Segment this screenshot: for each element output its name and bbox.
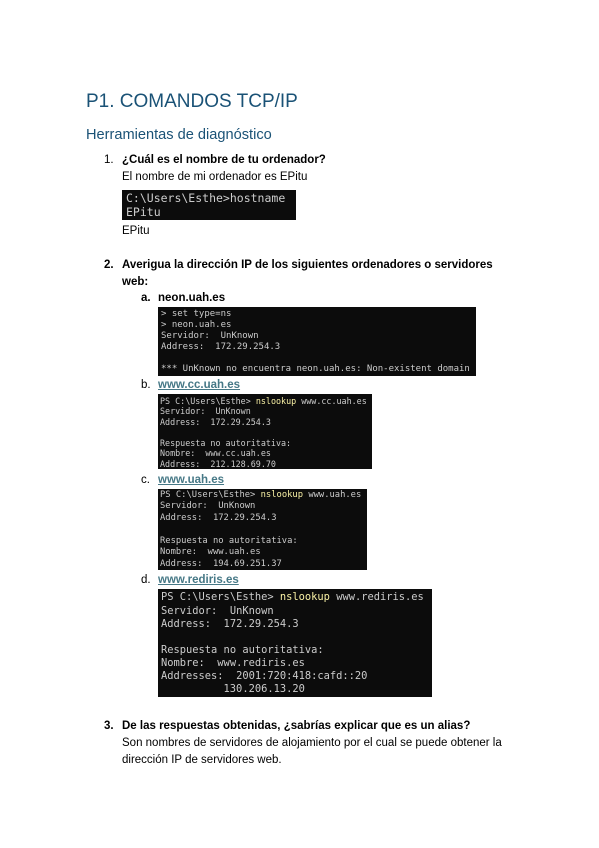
- terminal-screenshot-rediris: [158, 589, 432, 697]
- host-link[interactable]: www.cc.uah.es: [158, 379, 241, 391]
- terminal-screenshot-cc-uah: [158, 394, 372, 469]
- sublist-letter: b.: [141, 379, 151, 391]
- section-heading: Herramientas de diagnóstico: [86, 127, 272, 143]
- terminal-line: Address: 172.29.254.3: [161, 342, 281, 353]
- terminal-line: Address: 172.29.254.3: [161, 617, 299, 630]
- terminal-prompt: PS C:\Users\Esthe>: [160, 395, 251, 406]
- terminal-command: nslookup: [255, 395, 297, 406]
- terminal-error-line: *** UnKnown no encuentra neon.uah.es: Non-existent domain: [161, 364, 470, 375]
- terminal-line: C:\Users\Esthe>hostname: [126, 191, 286, 205]
- terminal-line: Respuesta no autoritativa:: [160, 535, 298, 546]
- terminal-line: Respuesta no autoritativa:: [160, 437, 292, 448]
- terminal-line: Servidor: UnKnown: [161, 604, 274, 617]
- answer-text: El nombre de mi ordenador es EPitu: [122, 171, 308, 183]
- terminal-line: > set type=ns: [161, 308, 232, 319]
- terminal-line: Nombre: www.cc.uah.es: [160, 448, 271, 459]
- terminal-line: Address: 172.29.254.3: [160, 512, 277, 523]
- list-number: 2.: [104, 259, 114, 271]
- terminal-line: > neon.uah.es: [161, 319, 232, 330]
- terminal-argument: www.rediris.es: [336, 591, 424, 604]
- terminal-blank-line: [160, 524, 365, 536]
- terminal-command: nslookup: [279, 591, 330, 604]
- question-text: De las respuestas obtenidas, ¿sabrías explicar que es un alias?: [122, 720, 471, 732]
- terminal-line: Address: 212.128.69.70: [160, 458, 276, 469]
- host-link[interactable]: www.rediris.es: [158, 574, 239, 586]
- terminal-line: Address: 194.69.251.37: [160, 558, 282, 569]
- sublist-letter: d.: [141, 574, 151, 586]
- terminal-line: Servidor: UnKnown: [160, 406, 251, 417]
- terminal-command-line: [161, 591, 429, 604]
- terminal-line: Nombre: www.uah.es: [160, 547, 261, 557]
- sublist-letter: c.: [141, 474, 150, 486]
- terminal-line: Nombre: www.rediris.es: [161, 657, 305, 670]
- terminal-argument: www.uah.es: [308, 489, 362, 500]
- terminal-argument: www.cc.uah.es: [301, 395, 367, 406]
- host-link[interactable]: www.uah.es: [158, 474, 225, 486]
- sublist-letter: a.: [141, 292, 151, 304]
- terminal-line: Servidor: UnKnown: [161, 330, 259, 341]
- terminal-command: nslookup: [260, 489, 304, 500]
- host-label: neon.uah.es: [158, 292, 226, 304]
- answer-text: Son nombres de servidores de alojamiento por el cual se puede obtener la dirección IP de servidores web.: [122, 737, 502, 766]
- terminal-prompt: PS C:\Users\Esthe>: [160, 489, 256, 500]
- terminal-blank-line: [161, 631, 429, 644]
- terminal-blank-line: [160, 427, 370, 438]
- question-text: Averigua la dirección IP de los siguientes ordenadores o servidores web:: [122, 259, 493, 288]
- terminal-screenshot-neon: [158, 307, 476, 376]
- terminal-line: 130.206.13.20: [223, 683, 305, 696]
- terminal-line: Servidor: UnKnown: [160, 501, 256, 511]
- terminal-line: Respuesta no autoritativa:: [161, 643, 324, 656]
- list-number: 1.: [104, 154, 114, 166]
- terminal-line: Addresses: 2001:720:418:cafd::20: [161, 670, 368, 683]
- terminal-line: Address: 172.29.254.3: [160, 416, 271, 427]
- terminal-prompt: PS C:\Users\Esthe>: [161, 591, 274, 604]
- terminal-screenshot-uah: [158, 489, 367, 570]
- question-text: ¿Cuál es el nombre de tu ordenador?: [122, 154, 326, 166]
- terminal-command-line: [160, 396, 370, 407]
- result-text: EPitu: [122, 225, 150, 237]
- terminal-command-line: [160, 490, 365, 502]
- terminal-screenshot-hostname: [122, 190, 296, 220]
- list-number: 3.: [104, 720, 114, 732]
- terminal-blank-line: [161, 353, 473, 364]
- terminal-line: EPitu: [126, 205, 161, 219]
- document-title: P1. COMANDOS TCP/IP: [86, 91, 298, 112]
